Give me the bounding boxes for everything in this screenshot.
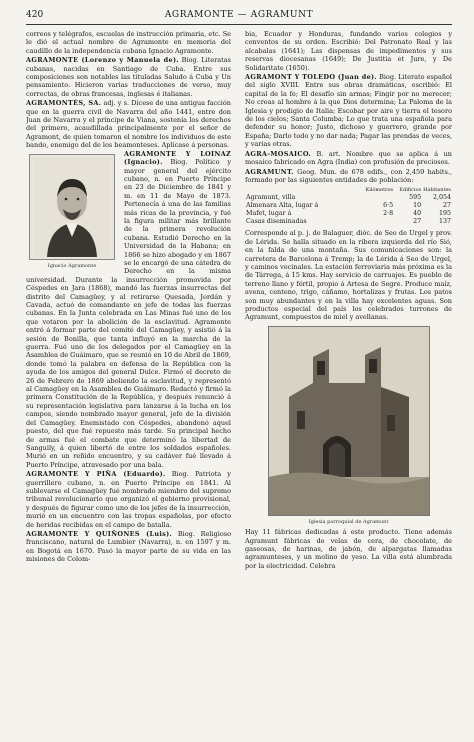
paragraph: bia, Ecuador y Honduras, fundando varios colegios y conventos de su orden. Escribió: Del Patronato Real y las alcabalas (1641); Las dispensas de impedimentos y sus reservas diocesanas (1649); De Justitia et Jure, y De Solidaritate (1650).	[245, 30, 452, 72]
church-figure	[245, 326, 452, 526]
running-title: AGRAMONTE — AGRAMUNT	[164, 10, 314, 20]
page-number: 420	[26, 10, 44, 20]
paragraph: Hay 11 fábricas dedicadas á este producto. Tiene además Agramunt fábricas de velas de cera, de chocolate, de gaseosas, de harinas, de jabón, de alpargatas llamadas agramunteses, y un molino de yeso. La villa está alumbrada por la electricidad. Celebra	[245, 528, 452, 570]
table-row	[245, 202, 452, 210]
entry-agramont-toledo	[245, 73, 452, 149]
entry-headword: AGRAMONTE Y PIÑA (Eduardo).	[26, 470, 166, 479]
portrait-figure	[26, 154, 118, 272]
row-km	[364, 194, 394, 202]
entry-headword: AGRAMONT Y TOLEDO (Juan de).	[245, 73, 377, 82]
population-table	[245, 186, 452, 226]
entry-headword: AGRAMONTE (Lorenzo y Manuela de).	[26, 56, 179, 65]
portrait-image	[29, 154, 115, 260]
entry-headword: AGRAMUNT.	[245, 167, 294, 176]
row-edificios: 595	[409, 194, 422, 202]
figure-caption: Ignacio Agramonte	[47, 262, 97, 269]
row-edificios: 10	[413, 202, 422, 210]
row-km	[364, 218, 394, 226]
page-header	[26, 8, 452, 25]
row-edificios: 27	[413, 218, 422, 226]
entry-agramonte-pina	[26, 470, 231, 529]
table-row	[245, 194, 452, 202]
entry-agramonte-quinones	[26, 530, 231, 564]
church-image	[268, 326, 430, 516]
entry-body: Biog. Literato español del siglo XVIII. Entre sus obras dramáticas, escribió: El capital de la fe; El desafío sin armas; Fingir por no merecer; No creas al hombre á la que Dios determina; La Paloma de la Iglesia y prodigio de Italia; Escobar por aire y tierra el tesoro de los cielos; Santa Columba; Lo que trata una española para defender su honor; Justo, dichoso y guerrero, grande por España; Darlo todo y no dar nada; Pagar las prendas de veces, y varias otras.	[245, 73, 452, 149]
row-name: Almenara Alta, lugar á	[246, 202, 319, 210]
entry-body: Biog. Religioso franciscano, natural de Lumbier (Navarra), n. en 1597 y m. en Bogotá en 1670. Pasó la mayor parte de su vida en las misiones de Colom-	[26, 529, 231, 564]
entry-agramonte-lorenzo	[26, 56, 231, 98]
row-name: Casas diseminadas	[246, 218, 307, 226]
entry-body: B. art. Nombre que se aplica á un mosaico fabricado en Agra (India) con profusión de preciosos.	[245, 149, 452, 167]
entry-agramunt	[245, 168, 452, 185]
entry-body: adj. y s. Dícese de una antigua facción que en la guerra civil de Navarra del año 1441, entre don Juan de Navarra y el príncipe de Viana, sostenía los derechos del primero, acaudillada principalmente por el señor de Agramont, de quien tomaron el nombre los individuos de este bando, enemigo del de los beamonteses. Aplícase á personas.	[26, 99, 231, 150]
entry-agramontes	[26, 99, 231, 149]
entry-body: Biog. Político y mayor general del ejército cubano, n. en Puerto Príncipe en 23 de Diciembre de 1841 y m. en 11 de Mayo de 1873. Pertenecía á una de las familias más ricas de la provincia, y fué la figura militar más brillante de la primera revolución cubana. Estudió Derecho en la Universidad de la Habana; en 1866 se hizo abogado y en 1867 se le encargó de una cátedra de Derecho en la misma universidad. Durante la insurrección promovida por Céspedes en Jara (1868), mandó las fuerzas insurrectas del distrito del Camagüey, y al retirarse Quesada, Jordán y Cavada, actuó de comandante en jefe de todas las fuerzas cubanas. En la Junta celebrada en Las Minas fué uno de los que votaron por la abolición de la esclavitud. Agramonte entró á formar parte del comité del Camagüey, y asistió á la sesión de Bonilla, que tanta influyó en la marcha de la guerra. Fué uno de los delegados por el Camagüey en la Asamblea de Guáimaro, que se reunió en 10 de Abril de 1869, donde tomó la palabra en defensa de la República con la ayuda de los amigos del general Dulce. Firmó el decreto de 26 de Febrero de 1869 aboliendo la esclavitud, y representó al Camagüey en la Asamblea de Guáimaro. Redactó y firmó la primera Constitución de la República, y después renunció á su representación legislativa para lanzarse á la lucha en los campos, siendo nombrado mayor general, jefe de la división del Camagüey. Enemistado con Céspedes, abandonó aquel puesto, del que fué repuesto más tarde. Su principal hecho de armas fué el combate que determinó la libertad de Sanguily, á quien libertó de entre los soldados españoles. Murió en un reñido encuentro, y su cadáver fué llevado á Puerto Príncipe, atravesado por una bala.	[26, 158, 231, 469]
row-habitantes: 27	[442, 202, 451, 210]
row-name: Mafet, lugar á	[246, 210, 292, 218]
row-km: 2·8	[383, 210, 394, 218]
figure-caption: Iglesia parroquial de Agramunt	[308, 518, 389, 525]
text-columns	[26, 30, 452, 734]
right-column	[245, 30, 452, 734]
table-header-km: Kilómetros	[365, 187, 394, 194]
row-name: Agramunt, villa	[246, 194, 296, 202]
row-habitantes: 2,054	[432, 194, 451, 202]
left-column	[26, 30, 231, 734]
paragraph: Corresponde al p. j. de Balaguer, dióc. de Seo de Urgel y prov. de Lérida. Se halla situado en la ribera izquierda del río Sió, en la falda de una montaña. Sus comunicaciones son: la carretera de Barcelona á Tremp; la de Lérida á Seo de Urgel, y caminos vecinales. La estación ferroviaria más próxima es la de Tárrega, á 15 kms. Hay servicio de carruajes. Es pueblo de terreno llano y fértil, propio á Artesa de Segre. Produce maíz, avena, centeno, trigo, cáñamo, hortalizas y frutas. Los patos son muy abundantes y en la villa hay excelentes aguas. Son productos especial del país los celebrados turrones de Agramunt, compuestos de miel y avellanas.	[245, 229, 452, 322]
entry-headword: AGRAMONTE Y LOINAZ (Ignacio).	[124, 149, 231, 167]
entry-agra-mosaico	[245, 150, 452, 167]
table-row	[245, 218, 452, 226]
row-habitantes: 195	[438, 210, 451, 218]
table-header-blank	[245, 186, 364, 194]
entry-body: Biog. Literatas cubanas, nacidas en Santiago de Cuba. Entre sus composiciones son notables las tituladas Saludo á Cuba y Un pensamiento. Hicieron varias traducciones de verso, muy correctas, de obras francesas, inglesas é italianas.	[26, 56, 231, 98]
table-row	[245, 210, 452, 218]
row-habitantes: 137	[438, 218, 451, 226]
table-header-edificios: Edificios	[399, 187, 422, 194]
entry-body: Biog. Patriota y guerrillero cubano, n. en Puerto Príncipe en 1841. Al sublevarse el Camagüey fué nombrado miembro del supremo tribunal revolucionario que organizó el gobierno provisional, y después de figurar como uno de los jefes de la insurrección, murió en un encuentro con las tropas españolas, por efecto de heridas recibidas en el campo de batalla.	[26, 470, 231, 529]
table-header-row	[245, 186, 452, 194]
entry-headword: AGRAMONTE Y QUIÑONES (Luis).	[26, 529, 173, 538]
entry-headword: AGRAMONTÉS, SA.	[26, 99, 102, 108]
paragraph: correos y telégrafos, escuelas de instrucción primaria, etc. Se le dió el actual nombre de Agramonte en memoria del caudillo de la independencia cubana Ignacio Agramonte.	[26, 30, 231, 55]
row-km: 6·5	[383, 202, 394, 210]
entry-body: Geog. Mun. de 678 edifs., con 2,459 habits., formado por las siguientes entidades de población:	[245, 167, 452, 184]
table-header-habitantes: Habitantes	[423, 187, 451, 194]
entry-headword: AGRA-MOSAICO.	[245, 149, 311, 158]
row-edificios: 40	[413, 210, 422, 218]
